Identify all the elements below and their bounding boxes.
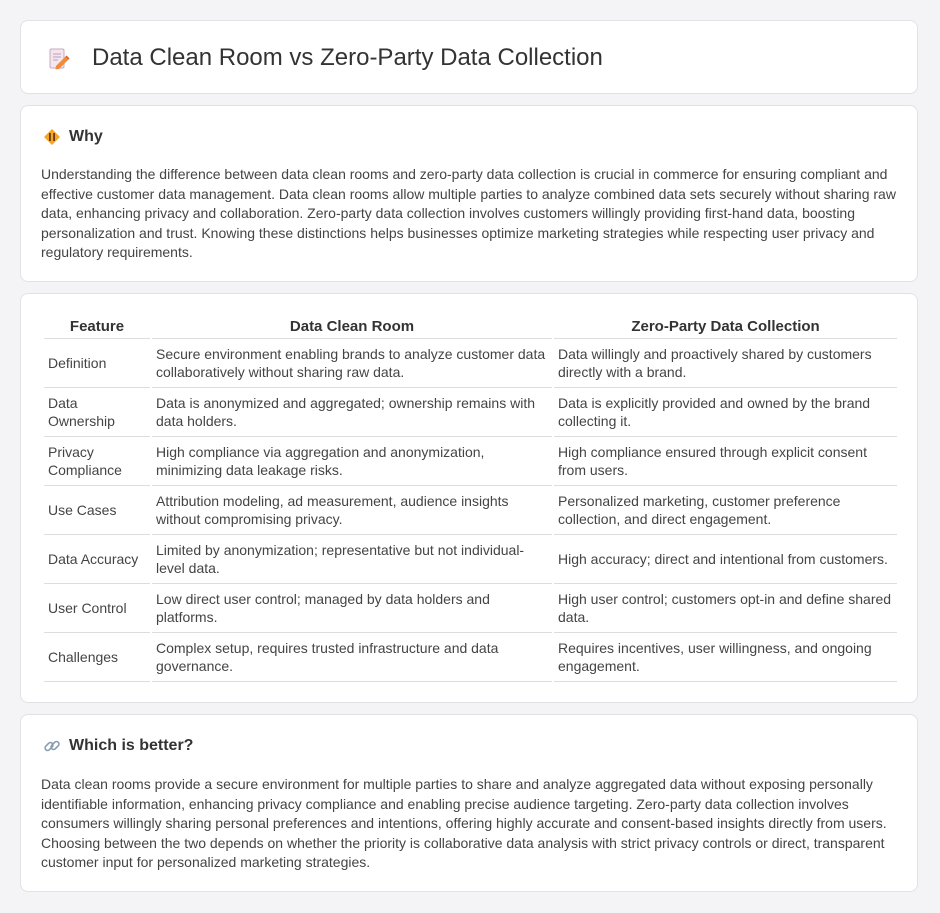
data-clean-room-cell: Complex setup, requires trusted infrastructure and data governance. — [152, 633, 552, 682]
column-header-data-clean-room: Data Clean Room — [152, 314, 552, 339]
comparison-table — [42, 314, 899, 682]
title-card — [20, 20, 918, 94]
zero-party-cell: High user control; customers opt-in and define shared data. — [554, 584, 897, 633]
feature-cell: Definition — [44, 339, 150, 388]
page-title: Data Clean Room vs Zero-Party Data Collection — [92, 44, 603, 71]
which-is-better-text: Data clean rooms provide a secure environment for multiple parties to share and analyze aggregated data without exposing personally identifiable information, enhancing privacy compliance and enabling precise audience targeting. Zero-party data collection involves consumers willingly sharing personal preferences and intentions, offering highly accurate and consent-based insights directly from users. Choosing between the two depends on whether the priority is collaborative data analysis with strict privacy controls or direct, transparent customer input for personalized marketing strategies. — [41, 776, 887, 870]
feature-cell: Data Accuracy — [44, 535, 150, 584]
table-row — [44, 633, 897, 682]
data-clean-room-cell: High compliance via aggregation and anonymization, minimizing data leakage risks. — [152, 437, 552, 486]
feature-cell: Challenges — [44, 633, 150, 682]
feature-cell: Privacy Compliance — [44, 437, 150, 486]
column-header-feature: Feature — [44, 314, 150, 339]
table-row — [44, 339, 897, 388]
table-row — [44, 486, 897, 535]
feature-cell: Use Cases — [44, 486, 150, 535]
zero-party-cell: Personalized marketing, customer preference collection, and direct engagement. — [554, 486, 897, 535]
why-section — [20, 105, 918, 282]
diamond-warning-icon — [43, 128, 61, 146]
document-edit-icon — [47, 47, 71, 71]
link-icon — [43, 737, 61, 755]
which-is-better-section — [20, 714, 918, 892]
zero-party-cell: High compliance ensured through explicit consent from users. — [554, 437, 897, 486]
table-row — [44, 535, 897, 584]
column-header-zero-party: Zero-Party Data Collection — [554, 314, 897, 339]
why-heading: Why — [69, 128, 103, 145]
table-header-row — [44, 314, 897, 339]
table-row — [44, 437, 897, 486]
table-row — [44, 388, 897, 437]
zero-party-cell: Data is explicitly provided and owned by the brand collecting it. — [554, 388, 897, 437]
zero-party-cell: Requires incentives, user willingness, and ongoing engagement. — [554, 633, 897, 682]
data-clean-room-cell: Low direct user control; managed by data holders and platforms. — [152, 584, 552, 633]
data-clean-room-cell: Limited by anonymization; representative but not individual-level data. — [152, 535, 552, 584]
zero-party-cell: Data willingly and proactively shared by customers directly with a brand. — [554, 339, 897, 388]
feature-cell: User Control — [44, 584, 150, 633]
data-clean-room-cell: Secure environment enabling brands to analyze customer data collaboratively without sharing raw data. — [152, 339, 552, 388]
feature-cell: Data Ownership — [44, 388, 150, 437]
which-is-better-heading: Which is better? — [69, 737, 194, 754]
comparison-section — [20, 293, 918, 703]
why-text: Understanding the difference between data clean rooms and zero-party data collection is crucial in commerce for ensuring compliant and effective customer data management. Data clean rooms allow multiple parties to analyze combined data sets securely without sharing raw data, enhancing privacy and collaboration. Zero-party data collection involves customers willingly providing first-hand data, boosting personalization and trust. Knowing these distinctions helps businesses optimize marketing strategies while respecting user privacy and regulatory requirements. — [41, 166, 896, 260]
data-clean-room-cell: Data is anonymized and aggregated; ownership remains with data holders. — [152, 388, 552, 437]
data-clean-room-cell: Attribution modeling, ad measurement, audience insights without compromising privacy. — [152, 486, 552, 535]
table-row — [44, 584, 897, 633]
zero-party-cell: High accuracy; direct and intentional from customers. — [554, 535, 897, 584]
